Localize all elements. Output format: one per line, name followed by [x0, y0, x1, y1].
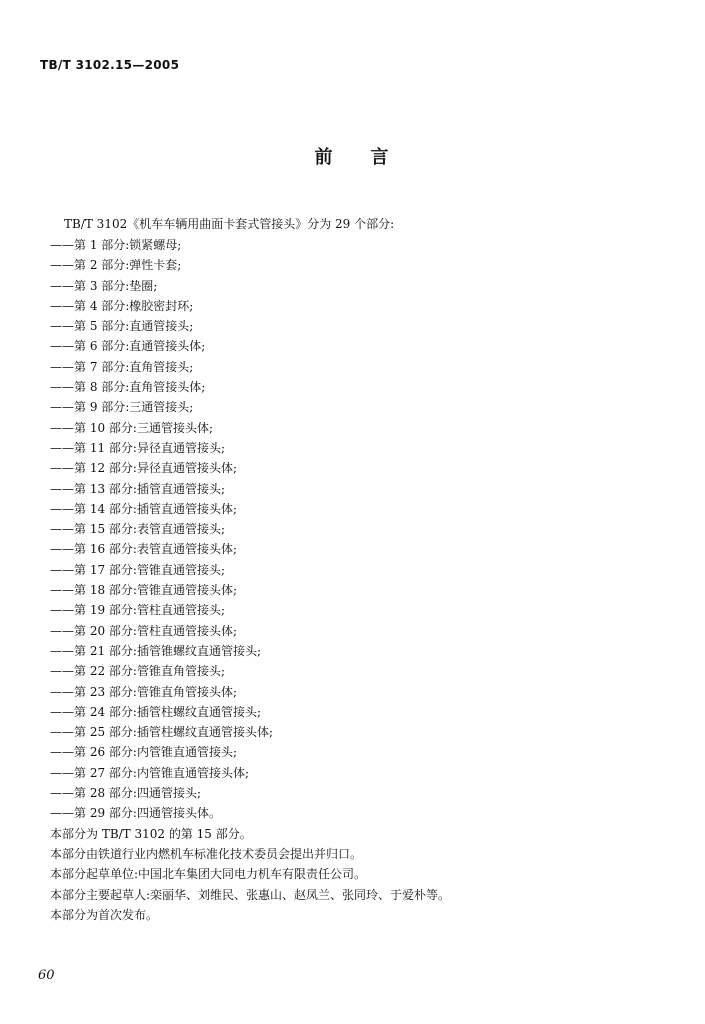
list-item: ——第 5 部分:直通管接头;: [50, 319, 194, 334]
list-item: ——第 23 部分:管锥直角管接头体;: [50, 684, 237, 699]
list-item: ——第 25 部分:插管柱螺纹直通管接头体;: [50, 725, 273, 740]
list-item: ——第 21 部分:插管锥螺纹直通管接头;: [50, 643, 261, 658]
note-paragraph: 本部分起草单位:中国北车集团大同电力机车有限责任公司。: [50, 867, 367, 882]
list-item: ——第 20 部分:管柱直通管接头体;: [50, 623, 237, 638]
list-item: ——第 11 部分:异径直通管接头;: [50, 440, 225, 455]
parts-list: [50, 235, 273, 824]
notes-section: [50, 824, 450, 925]
list-item: ——第 15 部分:表管直通管接头;: [50, 522, 225, 537]
list-item: ——第 28 部分:四通管接头;: [50, 786, 201, 801]
standard-code: TB/T 3102.15—2005: [40, 58, 180, 72]
page-title: [0, 143, 705, 169]
list-item: ——第 26 部分:内管锥直通管接头;: [50, 745, 237, 760]
note-paragraph: 本部分为 TB/T 3102 的第 15 部分。: [50, 827, 252, 841]
list-item: ——第 9 部分:三通管接头;: [50, 400, 194, 415]
intro-paragraph: TB/T 3102《机车车辆用曲面卡套式管接头》分为 29 个部分:: [64, 217, 395, 231]
list-item: ——第 24 部分:插管柱螺纹直通管接头;: [50, 704, 261, 719]
list-item: ——第 19 部分:管柱直通管接头;: [50, 603, 225, 618]
list-item: ——第 18 部分:管锥直通管接头体;: [50, 583, 237, 598]
list-item: ——第 13 部分:插管直通管接头;: [50, 481, 225, 496]
list-item: ——第 7 部分:直角管接头;: [50, 359, 194, 374]
list-item: ——第 16 部分:表管直通管接头体;: [50, 542, 237, 557]
list-item: ——第 14 部分:插管直通管接头体;: [50, 501, 237, 516]
list-item: ——第 27 部分:内管锥直通管接头体;: [50, 765, 249, 780]
list-item: ——第 17 部分:管锥直通管接头;: [50, 562, 225, 577]
list-item: ——第 2 部分:弹性卡套;: [50, 258, 182, 273]
title-char-2: 言: [370, 147, 391, 168]
note-paragraph: 本部分主要起草人:栾丽华、刘维民、张惠山、赵凤兰、张同玲、于爱朴等。: [50, 887, 451, 902]
list-item: ——第 8 部分:直角管接头体;: [50, 380, 206, 395]
title-char-1: 前: [314, 147, 335, 168]
page-number: 60: [38, 968, 55, 983]
list-item: ——第 12 部分:异径直通管接头体;: [50, 461, 237, 476]
list-item: ——第 29 部分:四通管接头体。: [50, 806, 221, 821]
list-item: ——第 1 部分:锁紧螺母;: [50, 238, 182, 252]
list-item: ——第 3 部分:垫圈;: [50, 278, 158, 293]
list-item: ——第 6 部分:直通管接头体;: [50, 339, 206, 354]
list-item: ——第 10 部分:三通管接头体;: [50, 420, 213, 435]
list-item: ——第 22 部分:管锥直角管接头;: [50, 664, 225, 679]
note-paragraph: 本部分由铁道行业内燃机车标准化技术委员会提出并归口。: [50, 847, 363, 862]
note-paragraph: 本部分为首次发布。: [50, 907, 159, 922]
list-item: ——第 4 部分:橡胶密封环;: [50, 298, 194, 313]
